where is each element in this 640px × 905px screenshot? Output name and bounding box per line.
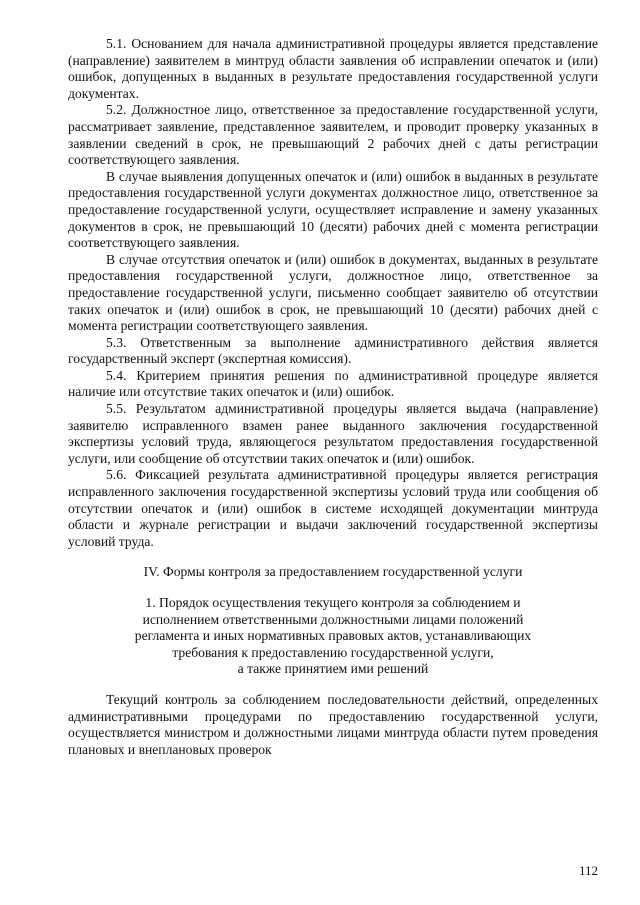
page-number: 112 xyxy=(578,863,598,878)
paragraph-errors-found: В случае выявления допущенных опечаток и (или) ошибок в выданных в результате предоставления государственной услуги документах должностное лицо, ответственное за предоставление государственной услуги, осуществляет исправление и замену указанных документов в срок, не превышающий 10 (десяти) рабочих дней с момента регистрации соответствующего заявления. xyxy=(68,168,598,251)
paragraph-errors-absent: В случае отсутствия опечаток и (или) ошибок в документах, выданных в результате предоставления государственной услуги, должностное лицо, ответственное за предоставление государственной услуги, письменно сообщает заявителю об отсутствии таких опечаток и (или) ошибок в срок, не превышающий 10 (десяти) рабочих дней с момента регистрации соответствующего заявления. xyxy=(68,251,598,334)
paragraph-5-3: 5.3. Ответственным за выполнение административного действия является государственный эксперт (экспертная комиссия). xyxy=(68,334,598,367)
subsection-heading-line: а также принятием ими решений xyxy=(237,661,429,677)
paragraph-5-6: 5.6. Фиксацией результата административной процедуры является регистрация исправленного заключения государственной экспертизы условий труда или сообщения об отсутствии опечаток и (или) ошибок в системе исходящей документации минтруда области и журнале регистрации и выдачи заключений государственной экспертизы условий труда. xyxy=(68,467,598,549)
subsection-heading-line: исполнением ответственными должностными лицами положений xyxy=(142,611,524,627)
section-heading: IV. Формы контроля за предоставлением государственной услуги xyxy=(143,564,523,580)
subsection-heading-line: регламента и иных нормативных правовых актов, устанавливающих xyxy=(134,628,532,644)
paragraph-5-2: 5.2. Должностное лицо, ответственное за предоставление государственной услуги, рассматривает заявление, представленное заявителем, и проводит проверку указанных в заявлении сведений в срок, не превышающий 2 рабочих дней с даты регистрации соответствующего заявления. xyxy=(68,102,598,168)
paragraph-5-4: 5.4. Критерием принятия решения по административной процедуре является наличие или отсутствие таких опечаток и (или) ошибок. xyxy=(68,367,598,400)
subsection-heading-line: требования к предоставлению государственной услуги, xyxy=(172,644,494,660)
paragraph-current-control: Текущий контроль за соблюдением последовательности действий, определенных административными процедурами по предоставлению государственной услуги, осуществляется министром и должностными лицами минтруда области путем проведения плановых и внеплановых проверок xyxy=(68,691,598,757)
paragraph-5-5: 5.5. Результатом административной процедуры является выдача (направление) заявителю исправленного взамен ранее выданного заключения государственной экспертизы условий труда, являющегося результатом предоставления государственной услуги, или сообщение об отсутствии таких опечаток и (или) ошибок. xyxy=(68,401,598,466)
subsection-heading-line: 1. Порядок осуществления текущего контроля за соблюдением и xyxy=(145,595,521,610)
paragraph-5-1: 5.1. Основанием для начала административной процедуры является представление (направление) заявителем в минтруд области заявления об исправлении опечаток и (или) ошибок, допущенных в выданных в результате предоставления государственной услуги документах. xyxy=(68,36,598,101)
subsection-heading xyxy=(68,595,598,678)
